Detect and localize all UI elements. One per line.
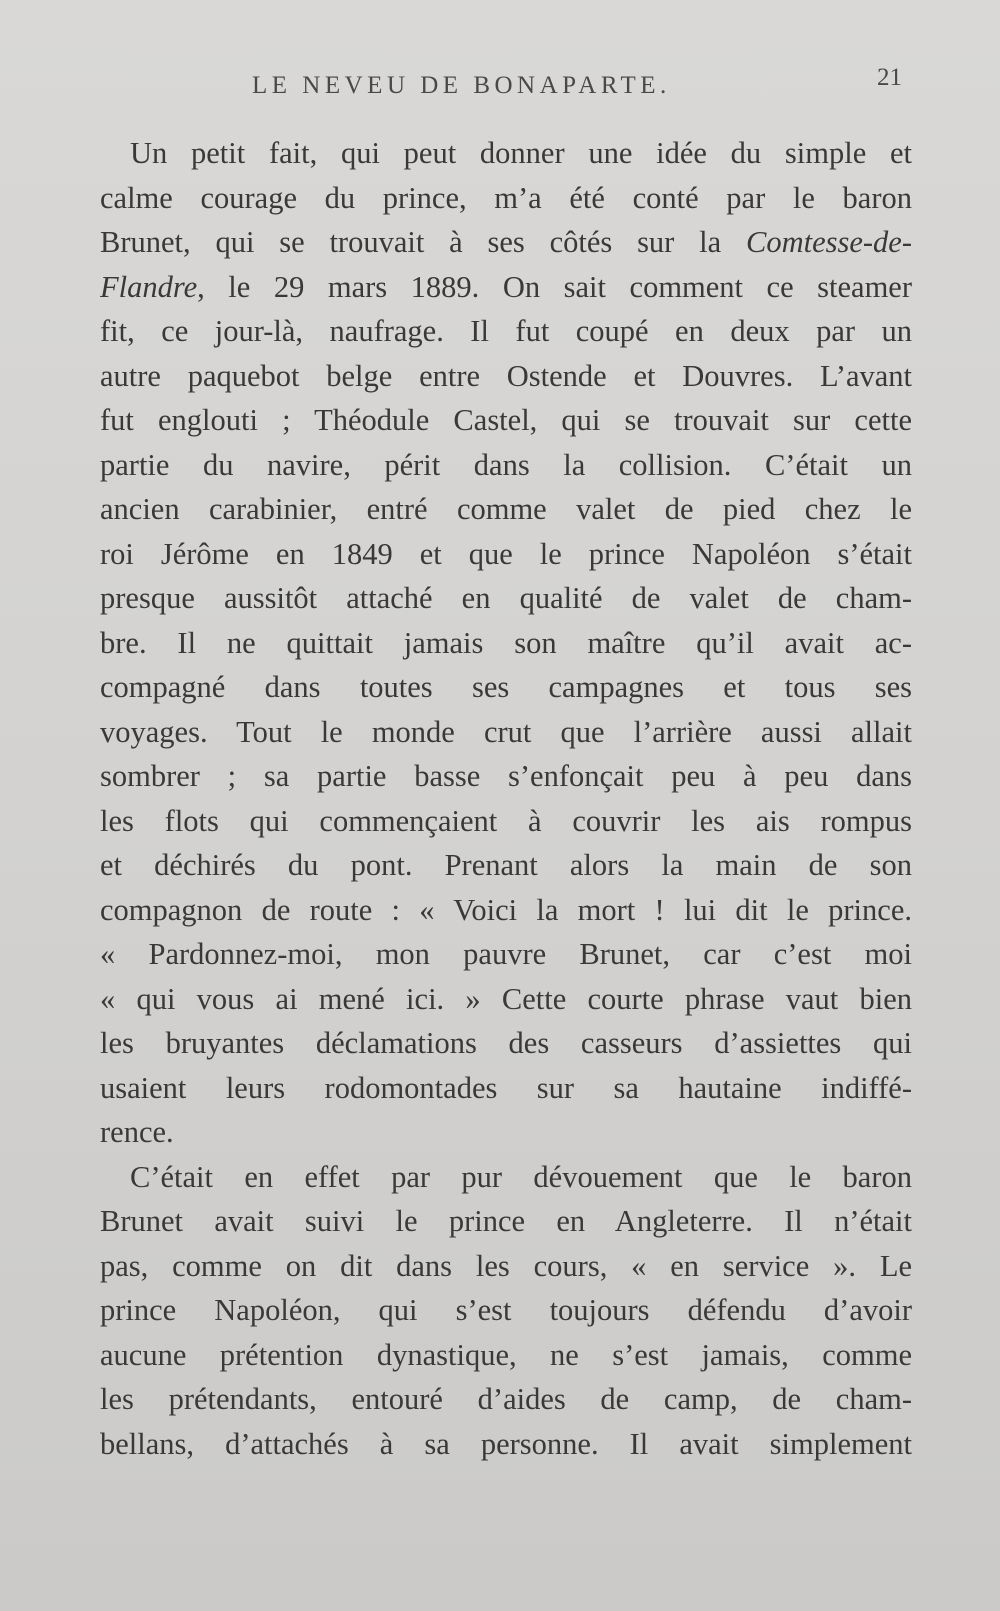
text-line: Un petit fait, qui peut donner une idée du simple et xyxy=(130,136,912,170)
text-line xyxy=(100,265,912,310)
text-line xyxy=(100,220,912,265)
running-title: LE NEVEU DE BONAPARTE. xyxy=(252,72,671,99)
text-line: fit, ce jour-là, naufrage. Il fut coupé en deux par un xyxy=(100,314,912,348)
ship-name: Flandre xyxy=(100,269,198,304)
text-line: compagnon de route : « Voici la mort ! lui dit le prince. xyxy=(100,892,912,927)
text-line: presque aussitôt attaché en qualité de valet de cham- xyxy=(100,581,912,615)
text-line: ancien carabinier, entré comme valet de pied chez le xyxy=(100,492,912,526)
text-line: bre. Il ne quittait jamais son maître qu’il avait ac- xyxy=(100,625,912,660)
ship-name: Comtesse-de- xyxy=(745,225,912,259)
text-line: les flots qui commençaient à couvrir les ais rompus xyxy=(100,803,912,838)
text-line: fut englouti ; Théodule Castel, qui se trouvait sur cette xyxy=(100,403,912,437)
text-line: usaient leurs rodomontades sur sa hautaine indiffé- xyxy=(100,1070,912,1105)
text-span: , le 29 mars 1889. On sait comment ce steamer xyxy=(197,269,912,304)
text-line: partie du navire, périt dans la collision. C’était un xyxy=(100,447,912,482)
text-line: autre paquebot belge entre Ostende et Douvres. L’avant xyxy=(100,358,912,393)
text-line: les bruyantes déclamations des casseurs d’assiettes qui xyxy=(100,1026,912,1060)
text-line: prince Napoléon, qui s’est toujours défendu d’avoir xyxy=(100,1293,912,1327)
text-span: Brunet, qui se trouvait à ses côtés sur la xyxy=(100,225,746,259)
body-text xyxy=(100,131,912,1466)
text-line: « qui vous ai mené ici. » Cette courte phrase vaut bien xyxy=(100,981,912,1016)
text-line: sombrer ; sa partie basse s’enfonçait peu à peu dans xyxy=(100,759,912,793)
text-line: Brunet avait suivi le prince en Angleterre. Il n’était xyxy=(100,1204,912,1238)
text-line: « Pardonnez-moi, mon pauvre Brunet, car c’est moi xyxy=(100,937,912,971)
text-line: voyages. Tout le monde crut que l’arrière aussi allait xyxy=(100,714,912,749)
text-line: et déchirés du pont. Prenant alors la main de son xyxy=(100,848,912,882)
text-line: bellans, d’attachés à sa personne. Il avait simplement xyxy=(100,1426,912,1461)
text-line: aucune prétention dynastique, ne s’est jamais, comme xyxy=(100,1337,912,1372)
text-line: C’était en effet par pur dévouement que le baron xyxy=(130,1159,912,1194)
text-line: roi Jérôme en 1849 et que le prince Napoléon s’était xyxy=(100,536,912,571)
text-line: compagné dans toutes ses campagnes et tous ses xyxy=(100,670,912,704)
page-number: 21 xyxy=(877,64,902,91)
text-line: les prétendants, entouré d’aides de camp, de cham- xyxy=(100,1382,912,1416)
text-line: calme courage du prince, m’a été conté par le baron xyxy=(100,180,912,215)
text-line: pas, comme on dit dans les cours, « en service ». Le xyxy=(100,1248,912,1283)
text-line: rence. xyxy=(100,1115,174,1149)
